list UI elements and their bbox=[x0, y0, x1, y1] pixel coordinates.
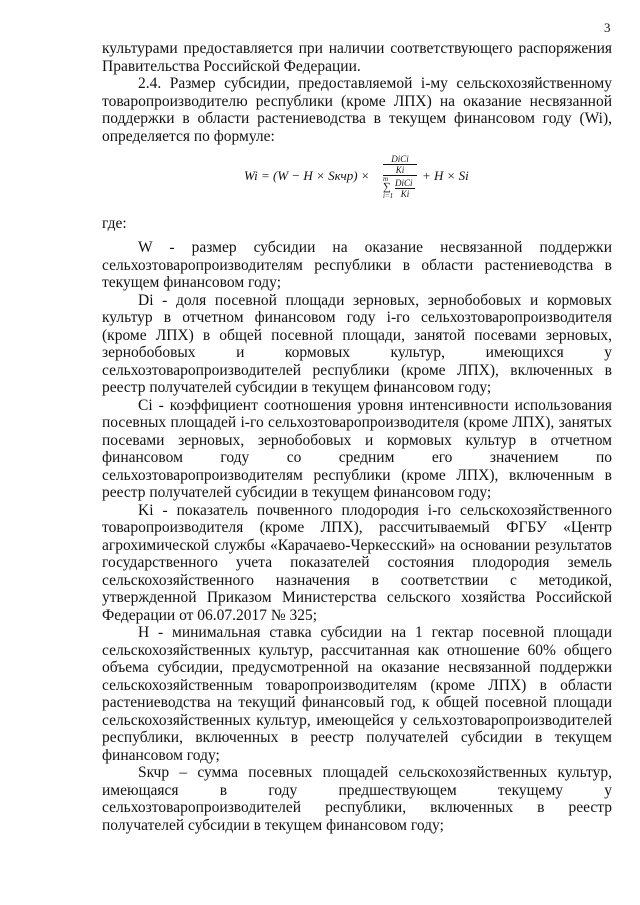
definition-di: Di - доля посевной площади зерновых, зернобобовых и кормовых культур в отчетном финансовом году i-го сельхозтоваропроизводителя (кроме ЛПХ) в общей посевной площади, занятой посевами зерновых, зернобобовых и кормовых культур, имеющихся у сельхозтоваропроизводителей республики (кроме ЛПХ), включенных в реестр получателей субсидии в текущем финансовом году; bbox=[102, 291, 612, 396]
formula-sum-symbol: ∑ bbox=[383, 181, 391, 193]
formula-sum-top: m bbox=[383, 175, 389, 183]
page-number: 3 bbox=[604, 20, 611, 35]
where-label: где: bbox=[102, 215, 127, 232]
definition-h: H - минимальная ставка субсидии на 1 гектар посевной площади сельскохозяйственных культур, рассчитанная как отношение 60% общего объема субсидии, предусмотренной на оказание несвязанной поддержки сельскохозяйственным товаропроизводителям (кроме ЛПХ) в области растениеводства на текущий финансовый год, к общей посевной площади сельскохозяйственных культур, имеющейся у сельхозтоваропроизводителей республики, включенных в реестр получателей субсидии в текущем финансовом году; bbox=[102, 624, 612, 764]
definition-skchr: Sкчр – сумма посевных площадей сельскохозяйственных культур, имеющаяся в году предшествующем текущему у сельхозтоваропроизводителей республики, включенных в реестр получателей субсидии в текущем финансовом году; bbox=[102, 764, 612, 834]
section-2-4: 2.4. Размер субсидии, предоставляемой i-му сельскохозяйственному товаропроизводителю республики (кроме ЛПХ) на оказание несвязанной поддержки в области растениеводства в текущем финансовом году (Wi), определяется по формуле: bbox=[102, 75, 612, 145]
formula-denominator bbox=[383, 175, 417, 202]
formula-lhs: Wi = (W − H × Sкчр) × bbox=[244, 168, 370, 183]
definition-ki: Ki - показатель почвенного плодородия i-го сельскохозяйственного товаропроизводителя (кроме ЛПХ), рассчитываемый ФГБУ «Центр агрохимической службы «Карачаево-Черкесский» на основании результатов государственного учета показателей состояния плодородия земель сельскохозяйственного назначения в соответствии с методикой, утвержденной Приказом Министерства сельского хозяйства Российской Федерации от 06.07.2017 № 325; bbox=[102, 501, 612, 624]
definitions-list bbox=[102, 239, 612, 834]
formula-sum-bottom: i=1 bbox=[383, 192, 394, 200]
formula-sum-num: DiCi bbox=[395, 178, 413, 188]
definition-ci: Ci - коэффициент соотношения уровня интенсивности использования посевных площадей i-го сельхозтоваропроизводителя (кроме ЛПХ), занятых посевами зерновых, зернобобовых и кормовых культур в отчетном финансовом году со средним его значением по сельхозтоваропроизводителям республики (кроме ЛПХ), включенным в реестр получателей субсидии в текущем финансовом году; bbox=[102, 396, 612, 501]
definition-w: W - размер субсидии на оказание несвязанной поддержки сельхозтоваропроизводителям республики в области растениеводства в текущем финансовом году; bbox=[102, 239, 612, 291]
formula-sum-den: Ki bbox=[395, 188, 415, 199]
formula-inner-num: DiCi bbox=[391, 154, 409, 164]
formula-big-fraction bbox=[383, 154, 417, 202]
intro-block bbox=[102, 40, 612, 145]
formula-rhs: + H × Si bbox=[422, 168, 469, 183]
formula-inner-den: Ki bbox=[383, 164, 417, 175]
intro-continuation: культурами предоставляется при наличии соответствующего распоряжения Правительства Российской Федерации. bbox=[102, 40, 612, 75]
subsidy-formula bbox=[244, 154, 484, 210]
